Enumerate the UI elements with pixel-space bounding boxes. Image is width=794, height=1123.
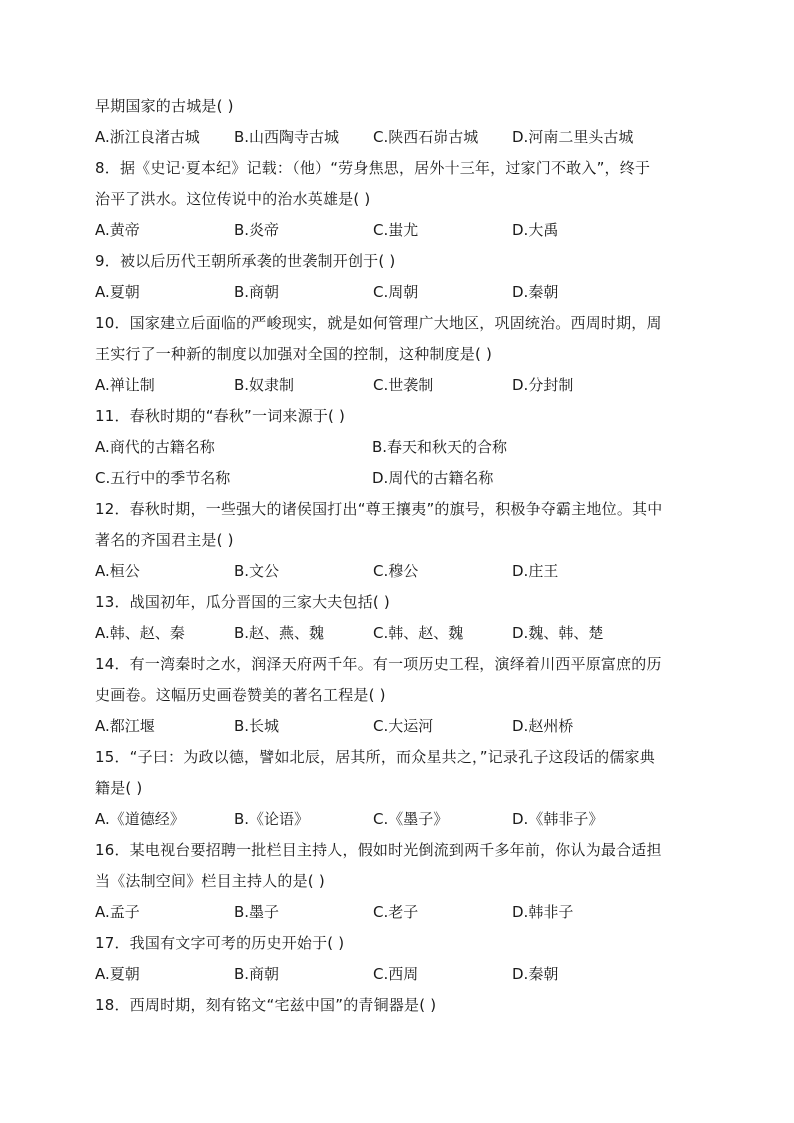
answer-option: A.浙江良渚古城 [95,128,200,146]
question-item [95,928,715,990]
question-item [95,835,715,928]
answer-option: B.山西陶寺古城 [234,128,340,146]
answer-options-row [95,432,715,463]
answer-option: B.春天和秋天的合称 [372,438,508,456]
answer-option: A.都江堰 [95,717,155,735]
question-item [95,246,715,308]
answer-options-row [95,277,715,308]
answer-option: D.赵州桥 [512,717,574,735]
answer-option: A.《道德经》 [95,810,185,828]
question-text-line: 治平了洪水。这位传说中的治水英雄是( ) [95,190,371,208]
answer-option: A.商代的古籍名称 [95,438,215,456]
question-item [95,649,715,742]
question-text-line: 10．国家建立后面临的严峻现实，就是如何管理广大地区，巩固统治。西周时期，周 [95,314,662,332]
answer-option: B.奴隶制 [234,376,295,394]
answer-option: C.蚩尤 [373,221,419,239]
question-text-line: 14．有一湾秦时之水，润泽天府两千年。有一项历史工程，演绎着川西平原富庶的历 [95,655,662,673]
answer-option: C.韩、赵、魏 [373,624,464,642]
exam-page [95,91,715,1021]
answer-option: A.黄帝 [95,221,140,239]
answer-option: C.陕西石峁古城 [373,128,479,146]
question-item [95,742,715,835]
question-text-line: 王实行了一种新的制度以加强对全国的控制，这种制度是( ) [95,345,493,363]
question-text-line: 籍是( ) [95,779,143,797]
answer-options-row [95,711,715,742]
answer-option: D.《韩非子》 [512,810,604,828]
answer-option: A.孟子 [95,903,140,921]
question-item [95,91,715,153]
question-item [95,308,715,401]
answer-option: A.夏朝 [95,965,140,983]
answer-option: D.分封制 [512,376,574,394]
answer-option: D.河南二里头古城 [512,128,634,146]
answer-options-row [95,959,715,990]
answer-option: C.五行中的季节名称 [95,469,231,487]
answer-option: D.韩非子 [512,903,574,921]
answer-options-row [95,122,715,153]
answer-option: B.文公 [234,562,280,580]
question-item [95,494,715,587]
answer-option: B.炎帝 [234,221,280,239]
answer-option: A.禅让制 [95,376,155,394]
answer-option: C.西周 [373,965,419,983]
question-item [95,153,715,246]
question-text-line: 著名的齐国君主是( ) [95,531,234,549]
question-text-line: 9．被以后历代王朝所承袭的世袭制开创于( ) [95,252,396,270]
question-text-line: 18．西周时期，刻有铭文“宅兹中国”的青铜器是( ) [95,996,437,1014]
answer-option: D.大禹 [512,221,559,239]
answer-option: B.墨子 [234,903,280,921]
question-text-line: 史画卷。这幅历史画卷赞美的著名工程是( ) [95,686,386,704]
answer-option: C.《墨子》 [373,810,449,828]
answer-options-row [95,463,715,494]
answer-option: D.秦朝 [512,965,559,983]
question-text-line: 早期国家的古城是( ) [95,97,234,115]
answer-options-row [95,804,715,835]
answer-option: D.庄王 [512,562,559,580]
answer-option: D.魏、韩、楚 [512,624,604,642]
question-text-line: 17．我国有文字可考的历史开始于( ) [95,934,345,952]
question-item [95,587,715,649]
question-text-line: 当《法制空间》栏目主持人的是( ) [95,872,325,890]
answer-option: B.商朝 [234,965,280,983]
question-text-line: 15．“子曰：为政以德，譬如北辰，居其所，而众星共之，”记录孔子这段话的儒家典 [95,748,655,766]
answer-option: A.桓公 [95,562,140,580]
answer-options-row [95,556,715,587]
answer-option: D.秦朝 [512,283,559,301]
answer-option: C.周朝 [373,283,419,301]
answer-option: C.穆公 [373,562,419,580]
answer-options-row [95,897,715,928]
question-text-line: 8．据《史记·夏本纪》记载：（他）“劳身焦思，居外十三年，过家门不敢入”，终于 [95,159,651,177]
answer-options-row [95,370,715,401]
answer-options-row [95,618,715,649]
answer-option: B.赵、燕、魏 [234,624,325,642]
answer-option: C.世袭制 [373,376,434,394]
question-item [95,401,715,494]
answer-option: A.韩、赵、秦 [95,624,185,642]
answer-option: B.商朝 [234,283,280,301]
question-text-line: 13．战国初年，瓜分晋国的三家大夫包括( ) [95,593,390,611]
question-text-line: 12．春秋时期，一些强大的诸侯国打出“尊王攘夷”的旗号，积极争夺霸主地位。其中 [95,500,663,518]
answer-option: B.长城 [234,717,280,735]
answer-option: B.《论语》 [234,810,310,828]
answer-option: C.老子 [373,903,419,921]
question-item [95,990,715,1021]
answer-option: A.夏朝 [95,283,140,301]
question-text-line: 16．某电视台要招聘一批栏目主持人，假如时光倒流到两千多年前，你认为最合适担 [95,841,662,859]
question-text-line: 11．春秋时期的“春秋”一词来源于( ) [95,407,346,425]
answer-option: D.周代的古籍名称 [372,469,494,487]
answer-option: C.大运河 [373,717,434,735]
answer-options-row [95,215,715,246]
